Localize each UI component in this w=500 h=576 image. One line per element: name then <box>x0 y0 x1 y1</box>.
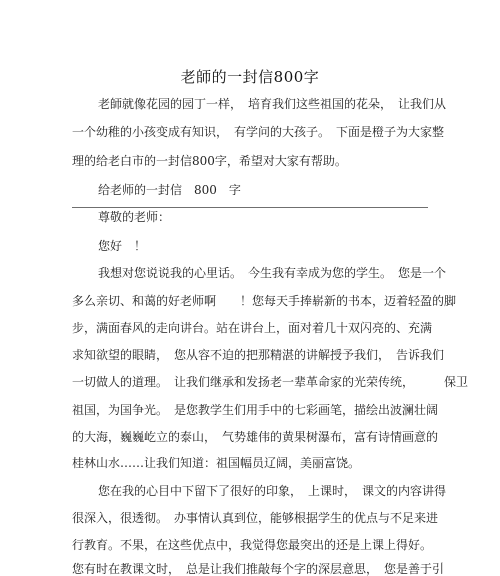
intro-line: 理的给老白市的一封信800字，希望对大家有帮助。 <box>72 154 347 168</box>
body-line: 步，满面春风的走向讲台。站在讲台上，面对着几十双闪亮的、充满 <box>72 321 433 335</box>
body-line: 一切做人的道理。 让我们继承和发扬老一辈革命家的光荣传统， 保卫 <box>72 375 469 389</box>
body-line: 您在我的心目中下留下了很好的印象， 上课时， 课文的内容讲得 <box>98 484 447 498</box>
body-line: 桂林山水……让我们知道：祖国幅员辽阔，美丽富饶。 <box>72 456 361 470</box>
intro-line: 老師就像花园的园丁一样， 培育我们这些祖国的花朵， 让我们从 <box>98 97 447 111</box>
body-line: 我想对您说说我的心里话。 今生我有幸成为您的学生。 您是一个 <box>98 266 447 280</box>
body-line: 很深入，很透彻。 办事情认真到位，能够根据学生的优点与不足来进 <box>72 511 439 525</box>
greeting: 尊敬的老师： <box>98 210 171 224</box>
body-line: 祖国，为国争光。 是您教学生们用手中的七彩画笔，描绘出波澜壮阔 <box>72 403 439 417</box>
body-line: 的大海，巍巍屹立的泰山， 气势雄伟的黄果树瀑布，富有诗情画意的 <box>72 430 439 444</box>
body-line: 行教育。不果，在这些优点中，我觉得您最突出的还是上课上得好。 <box>72 538 433 552</box>
body-line: 求知欲望的眼睛， 您从容不迫的把那精湛的讲解授予我们， 告诉我们 <box>72 348 445 362</box>
hello-line: 您好 ！ <box>98 239 147 253</box>
divider-line <box>72 207 428 208</box>
intro-line: 一个幼稚的小孩变成有知识， 有学问的大孩子。 下面是橙子为大家整 <box>72 125 445 139</box>
document-title: 老師的一封信800字 <box>180 68 320 86</box>
body-line: 您有时在教课文时， 总是让我们推敲每个字的深层意思， 您是善于引 <box>72 562 445 576</box>
letter-subtitle: 给老师的一封信 800 字 <box>98 183 241 197</box>
body-line: 多么亲切、和蔼的好老师啊 ！您每天手捧崭新的书本，迈着轻盈的脚 <box>72 294 457 308</box>
